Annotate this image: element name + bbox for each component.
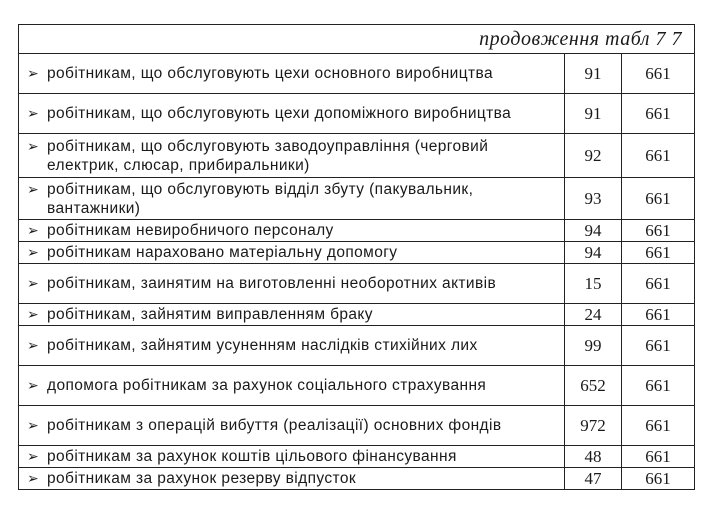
entry-description-cell (19, 446, 565, 468)
credit-account-cell: 661 (622, 406, 695, 446)
debit-account-cell: 91 (565, 54, 622, 94)
entry-description: робітникам, що обслуговують заводоуправління (черговий електрик, слюсар, прибиральники) (47, 137, 489, 174)
table-row (19, 366, 695, 406)
debit-account-cell: 93 (565, 178, 622, 220)
entry-description: робітникам нараховано матеріальну допомогу (47, 244, 398, 261)
arrowhead-right-icon: ➢ (27, 275, 40, 291)
arrowhead-right-icon: ➢ (27, 65, 40, 81)
credit-account-cell: 661 (622, 468, 695, 490)
table-row (19, 326, 695, 366)
debit-account-cell: 652 (565, 366, 622, 406)
credit-account-cell: 661 (622, 94, 695, 134)
credit-account-cell: 661 (622, 54, 695, 94)
entry-description-cell (19, 220, 565, 242)
arrowhead-right-icon: ➢ (27, 306, 40, 322)
arrowhead-right-icon: ➢ (27, 417, 40, 433)
entry-description-cell (19, 94, 565, 134)
debit-account-cell: 94 (565, 220, 622, 242)
entry-description-cell (19, 54, 565, 94)
credit-account-cell: 661 (622, 134, 695, 178)
table-row (19, 178, 695, 220)
table-row (19, 94, 695, 134)
credit-account-cell: 661 (622, 446, 695, 468)
debit-account-cell: 94 (565, 242, 622, 264)
journal-entries-table (18, 24, 695, 490)
entry-description: робітникам, заинятим на виготовленні необоротних активів (47, 275, 497, 292)
arrowhead-right-icon: ➢ (27, 470, 40, 486)
arrowhead-right-icon: ➢ (27, 137, 40, 154)
entry-description: робітникам, що обслуговують цехи основного виробництва (47, 65, 493, 82)
debit-account-cell: 47 (565, 468, 622, 490)
debit-account-cell: 92 (565, 134, 622, 178)
entry-description-cell (19, 178, 565, 220)
credit-account-cell: 661 (622, 178, 695, 220)
table-row (19, 406, 695, 446)
arrowhead-right-icon: ➢ (27, 180, 40, 197)
credit-account-cell: 661 (622, 304, 695, 326)
table-row (19, 264, 695, 304)
entry-description-cell (19, 366, 565, 406)
entry-description-cell (19, 304, 565, 326)
arrowhead-right-icon: ➢ (27, 244, 40, 260)
entry-description-cell (19, 468, 565, 490)
credit-account-cell: 661 (622, 366, 695, 406)
entry-description-cell (19, 242, 565, 264)
credit-account-cell: 661 (622, 242, 695, 264)
credit-account-cell: 661 (622, 220, 695, 242)
table-row (19, 54, 695, 94)
entry-description: робітникам за рахунок резерву відпусток (47, 470, 357, 487)
table-row (19, 134, 695, 178)
entry-description-cell (19, 134, 565, 178)
table-row (19, 468, 695, 490)
debit-account-cell: 99 (565, 326, 622, 366)
credit-account-cell: 661 (622, 326, 695, 366)
credit-account-cell: 661 (622, 264, 695, 304)
entry-description: робітникам невиробничого персоналу (47, 222, 334, 239)
debit-account-cell: 15 (565, 264, 622, 304)
arrowhead-right-icon: ➢ (27, 448, 40, 464)
entry-description-cell (19, 264, 565, 304)
entry-description: робітникам, що обслуговують цехи допоміжного виробництва (47, 105, 512, 122)
entry-description-cell (19, 326, 565, 366)
debit-account-cell: 48 (565, 446, 622, 468)
entry-description: допомога робітникам за рахунок соціального страхування (47, 377, 487, 394)
debit-account-cell: 972 (565, 406, 622, 446)
table-body (19, 54, 695, 490)
entry-description: робітникам, зайнятим усуненням наслідків стихійних лих (47, 337, 478, 354)
entry-description-cell (19, 406, 565, 446)
debit-account-cell: 24 (565, 304, 622, 326)
table-row (19, 304, 695, 326)
table-row (19, 220, 695, 242)
debit-account-cell: 91 (565, 94, 622, 134)
entry-description: робітникам, що обслуговують відділ збуту (пакувальник, вантажники) (47, 180, 474, 217)
table-caption: продовження табл 7 7 (19, 25, 695, 54)
table-caption-row (19, 25, 695, 54)
arrowhead-right-icon: ➢ (27, 222, 40, 238)
entry-description: робітникам, зайнятим виправленням браку (47, 306, 373, 323)
document-page (18, 24, 694, 490)
entry-description: робітникам з операцій вибуття (реалізації) основних фондів (47, 417, 502, 434)
entry-description: робітникам за рахунок коштів цільового фінансування (47, 448, 457, 465)
arrowhead-right-icon: ➢ (27, 337, 40, 353)
table-row (19, 242, 695, 264)
arrowhead-right-icon: ➢ (27, 377, 40, 393)
arrowhead-right-icon: ➢ (27, 105, 40, 121)
table-row (19, 446, 695, 468)
